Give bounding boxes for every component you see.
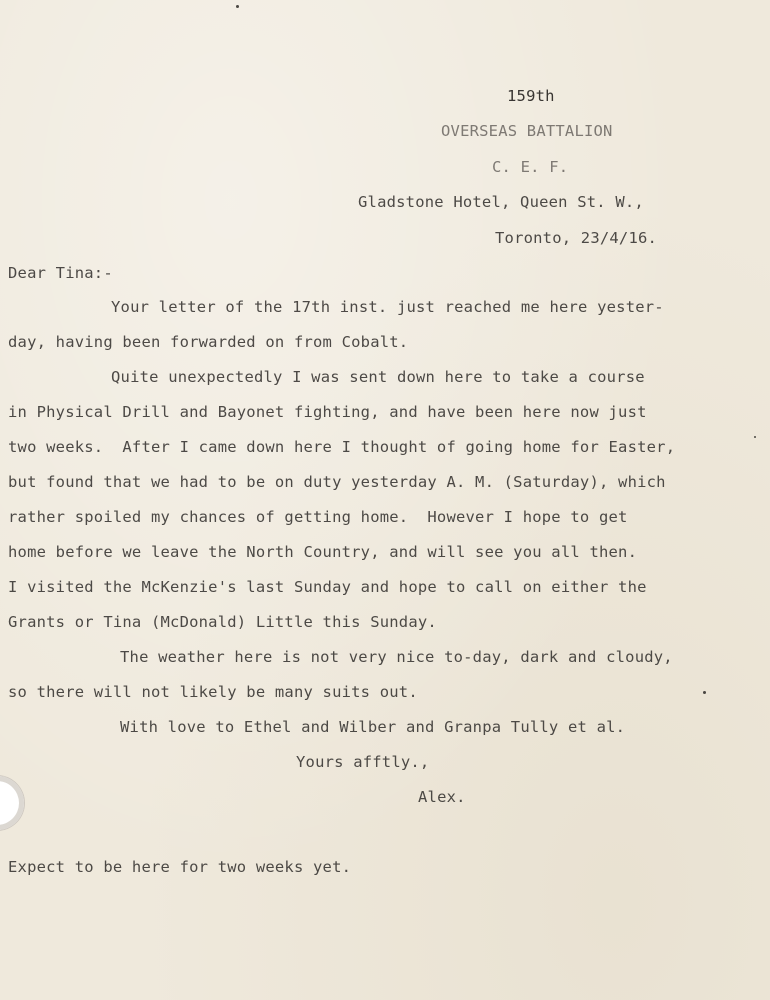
body-line: With love to Ethel and Wilber and Granpa Tully et al. — [120, 718, 626, 736]
unit-number: 159th — [507, 87, 555, 105]
body-line: Grants or Tina (McDonald) Little this Sunday. — [8, 613, 437, 631]
body-line: but found that we had to be on duty yesterday A. M. (Saturday), which — [8, 473, 666, 491]
battalion-name: OVERSEAS BATTALION — [441, 122, 613, 140]
signature: Alex. — [418, 788, 466, 806]
paper-speck — [754, 436, 756, 438]
body-line: home before we leave the North Country, and will see you all then. — [8, 543, 638, 561]
body-line: so there will not likely be many suits out. — [8, 683, 418, 701]
closing: Yours afftly., — [296, 753, 430, 771]
paper-speck — [703, 691, 706, 694]
body-line: day, having been forwarded on from Cobalt. — [8, 333, 409, 351]
address-line: Gladstone Hotel, Queen St. W., — [358, 193, 644, 211]
salutation: Dear Tina:- — [8, 264, 113, 282]
place-date: Toronto, 23/4/16. — [495, 229, 658, 247]
body-line: two weeks. After I came down here I thought of going home for Easter, — [8, 438, 676, 456]
punch-hole — [0, 776, 24, 830]
body-line: Quite unexpectedly I was sent down here to take a course — [111, 368, 645, 386]
body-line: rather spoiled my chances of getting home. However I hope to get — [8, 508, 628, 526]
paper-speck — [236, 5, 239, 8]
force-name: C. E. F. — [492, 158, 569, 176]
body-line: I visited the McKenzie's last Sunday and hope to call on either the — [8, 578, 647, 596]
body-line: The weather here is not very nice to-day, dark and cloudy, — [120, 648, 673, 666]
body-line: Your letter of the 17th inst. just reached me here yester- — [111, 298, 664, 316]
postscript: Expect to be here for two weeks yet. — [8, 858, 352, 876]
body-line: in Physical Drill and Bayonet fighting, and have been here now just — [8, 403, 647, 421]
